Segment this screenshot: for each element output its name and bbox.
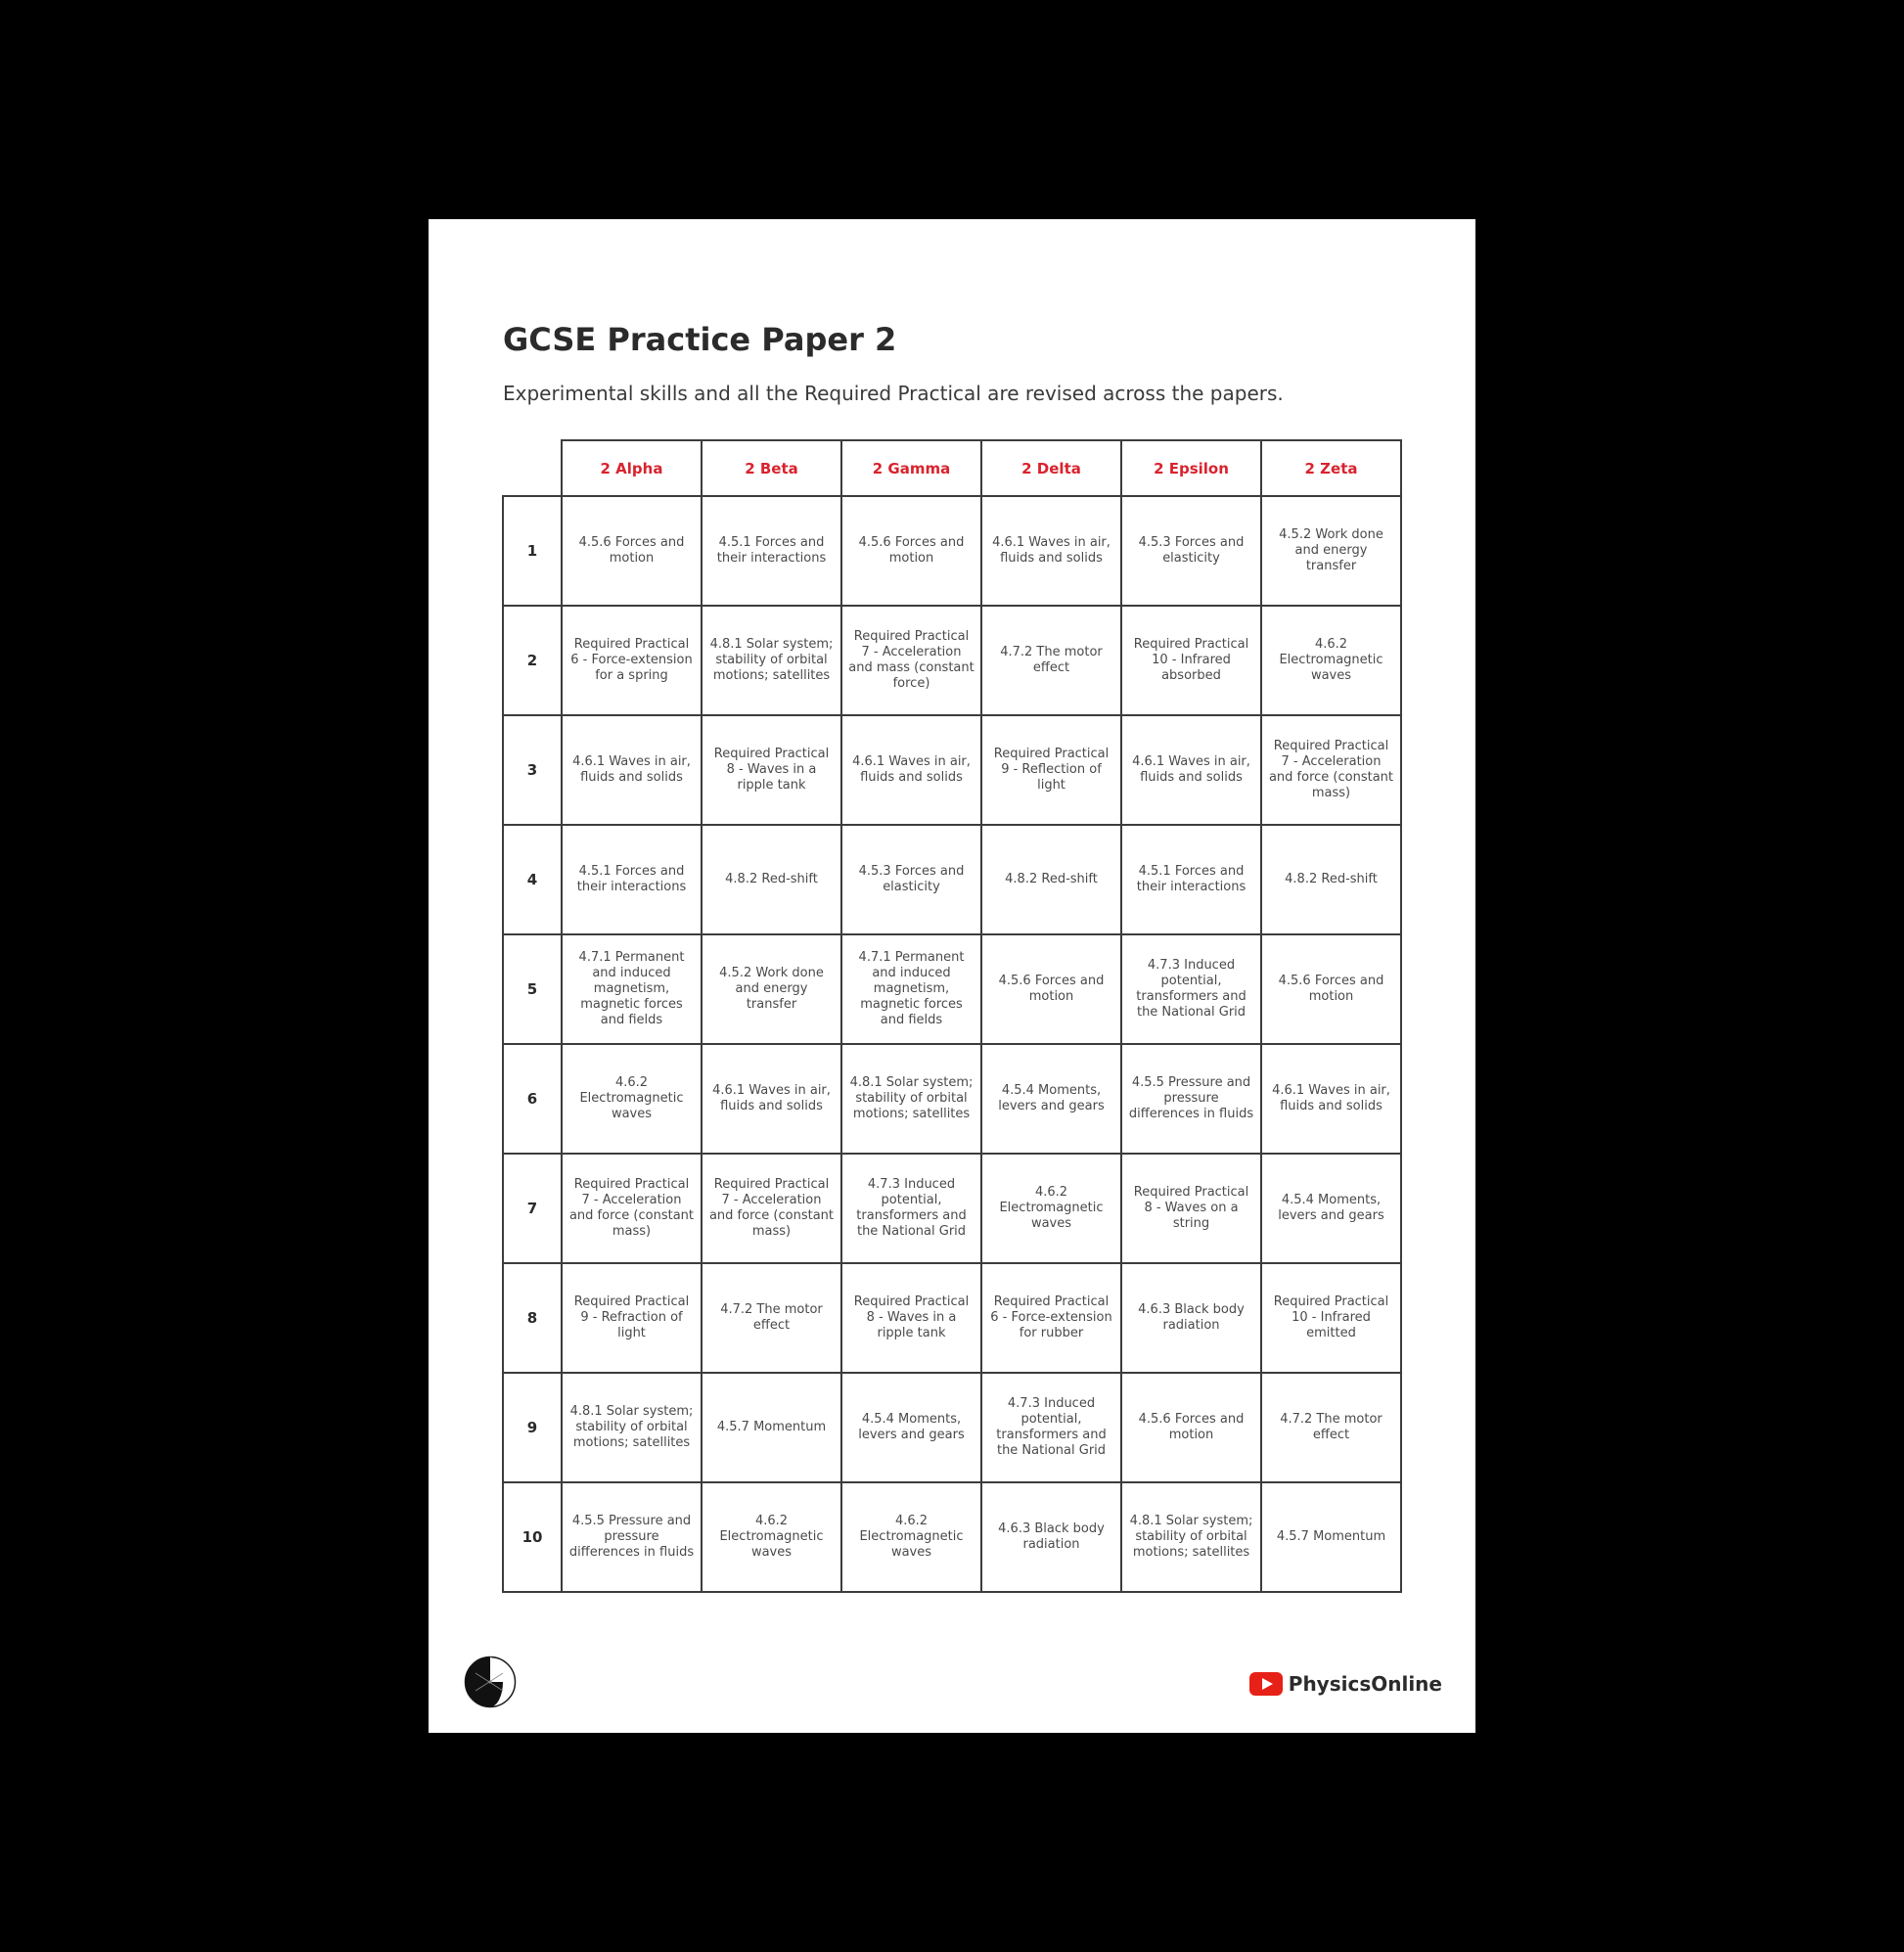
row-number: 7 — [503, 1154, 562, 1263]
table-cell: 4.5.4 Moments, levers and gears — [981, 1044, 1121, 1154]
table-cell: 4.6.2 Electromagnetic waves — [1261, 606, 1401, 715]
row-number: 2 — [503, 606, 562, 715]
table-cell: 4.7.3 Induced potential, transformers and the National Grid — [981, 1373, 1121, 1482]
table-cell: 4.5.7 Momentum — [702, 1373, 841, 1482]
table-row — [503, 715, 1401, 825]
table-cell: Required Practical 8 - Waves in a ripple tank — [702, 715, 841, 825]
table-cell: 4.5.3 Forces and elasticity — [1121, 496, 1261, 606]
row-number: 3 — [503, 715, 562, 825]
table-cell: Required Practical 9 - Refraction of light — [562, 1263, 702, 1373]
column-header: 2 Gamma — [841, 440, 981, 496]
table-row — [503, 606, 1401, 715]
table-cell: 4.6.2 Electromagnetic waves — [562, 1044, 702, 1154]
table-cell: 4.5.7 Momentum — [1261, 1482, 1401, 1592]
table-cell: 4.7.2 The motor effect — [981, 606, 1121, 715]
youtube-play-icon — [1249, 1672, 1283, 1696]
table-cell: Required Practical 8 - Waves in a ripple tank — [841, 1263, 981, 1373]
table-cell: 4.7.1 Permanent and induced magnetism, magnetic forces and fields — [841, 934, 981, 1044]
page-title: GCSE Practice Paper 2 — [503, 321, 897, 358]
table-cell: 4.7.3 Induced potential, transformers and the National Grid — [841, 1154, 981, 1263]
table-cell: 4.8.1 Solar system; stability of orbital motions; satellites — [702, 606, 841, 715]
row-number: 4 — [503, 825, 562, 934]
table-cell: 4.5.1 Forces and their interactions — [1121, 825, 1261, 934]
brand-label: PhysicsOnline — [1288, 1672, 1442, 1696]
table-cell: 4.5.4 Moments, levers and gears — [1261, 1154, 1401, 1263]
table-cell: Required Practical 6 - Force-extension for rubber — [981, 1263, 1121, 1373]
table-cell: 4.5.4 Moments, levers and gears — [841, 1373, 981, 1482]
table-row — [503, 1154, 1401, 1263]
table-cell: 4.7.3 Induced potential, transformers and the National Grid — [1121, 934, 1261, 1044]
table-cell: Required Practical 7 - Acceleration and mass (constant force) — [841, 606, 981, 715]
table-row — [503, 934, 1401, 1044]
table-cell: 4.7.2 The motor effect — [702, 1263, 841, 1373]
row-number: 9 — [503, 1373, 562, 1482]
table-cell: 4.6.1 Waves in air, fluids and solids — [562, 715, 702, 825]
table-header-row — [503, 440, 1401, 496]
table-cell: Required Practical 7 - Acceleration and force (constant mass) — [1261, 715, 1401, 825]
table-cell: 4.5.6 Forces and motion — [981, 934, 1121, 1044]
table-cell: Required Practical 6 - Force-extension for a spring — [562, 606, 702, 715]
column-header: 2 Beta — [702, 440, 841, 496]
table-cell: 4.6.1 Waves in air, fluids and solids — [702, 1044, 841, 1154]
table-cell: 4.8.2 Red-shift — [1261, 825, 1401, 934]
column-header: 2 Zeta — [1261, 440, 1401, 496]
table-cell: 4.5.6 Forces and motion — [1261, 934, 1401, 1044]
table-cell: 4.5.1 Forces and their interactions — [562, 825, 702, 934]
table-cell: 4.6.3 Black body radiation — [981, 1482, 1121, 1592]
column-header: 2 Alpha — [562, 440, 702, 496]
table-cell: Required Practical 8 - Waves on a string — [1121, 1154, 1261, 1263]
table-cell: 4.8.2 Red-shift — [981, 825, 1121, 934]
table-row — [503, 825, 1401, 934]
table-cell: 4.7.2 The motor effect — [1261, 1373, 1401, 1482]
table-cell: 4.6.2 Electromagnetic waves — [841, 1482, 981, 1592]
table-cell: 4.8.1 Solar system; stability of orbital motions; satellites — [1121, 1482, 1261, 1592]
column-header: 2 Delta — [981, 440, 1121, 496]
table-row — [503, 496, 1401, 606]
brand-mark — [1249, 1671, 1442, 1697]
table-row — [503, 1044, 1401, 1154]
row-number: 1 — [503, 496, 562, 606]
table-body — [503, 496, 1401, 1592]
table-row — [503, 1263, 1401, 1373]
table-cell: 4.6.2 Electromagnetic waves — [981, 1154, 1121, 1263]
table-cell: 4.6.1 Waves in air, fluids and solids — [1261, 1044, 1401, 1154]
table-cell: 4.8.1 Solar system; stability of orbital motions; satellites — [841, 1044, 981, 1154]
table-cell: 4.6.1 Waves in air, fluids and solids — [1121, 715, 1261, 825]
table-cell: 4.5.5 Pressure and pressure differences in fluids — [1121, 1044, 1261, 1154]
table-cell: Required Practical 9 - Reflection of light — [981, 715, 1121, 825]
table-cell: 4.6.1 Waves in air, fluids and solids — [981, 496, 1121, 606]
table-cell: Required Practical 7 - Acceleration and force (constant mass) — [562, 1154, 702, 1263]
circle-logo-icon — [464, 1656, 517, 1708]
table-cell: 4.5.6 Forces and motion — [1121, 1373, 1261, 1482]
table-cell: 4.5.1 Forces and their interactions — [702, 496, 841, 606]
table-cell: 4.5.2 Work done and energy transfer — [702, 934, 841, 1044]
table-cell: 4.6.1 Waves in air, fluids and solids — [841, 715, 981, 825]
column-header: 2 Epsilon — [1121, 440, 1261, 496]
table-cell: 4.5.5 Pressure and pressure differences in fluids — [562, 1482, 702, 1592]
table-row — [503, 1482, 1401, 1592]
row-number: 8 — [503, 1263, 562, 1373]
table-cell: 4.5.2 Work done and energy transfer — [1261, 496, 1401, 606]
table-corner-cell — [503, 440, 562, 496]
row-number: 6 — [503, 1044, 562, 1154]
document-page — [429, 219, 1475, 1733]
table-cell: Required Practical 10 - Infrared absorbed — [1121, 606, 1261, 715]
row-number: 10 — [503, 1482, 562, 1592]
topic-table — [502, 439, 1402, 1593]
row-number: 5 — [503, 934, 562, 1044]
table-cell: 4.5.6 Forces and motion — [562, 496, 702, 606]
table-cell: Required Practical 7 - Acceleration and force (constant mass) — [702, 1154, 841, 1263]
page-subtitle: Experimental skills and all the Required Practical are revised across the papers. — [503, 382, 1284, 405]
table-cell: 4.8.1 Solar system; stability of orbital motions; satellites — [562, 1373, 702, 1482]
table-row — [503, 1373, 1401, 1482]
table-cell: 4.6.2 Electromagnetic waves — [702, 1482, 841, 1592]
table-cell: 4.5.3 Forces and elasticity — [841, 825, 981, 934]
table-cell: 4.5.6 Forces and motion — [841, 496, 981, 606]
table-cell: 4.8.2 Red-shift — [702, 825, 841, 934]
table-cell: 4.6.3 Black body radiation — [1121, 1263, 1261, 1373]
table-cell: 4.7.1 Permanent and induced magnetism, magnetic forces and fields — [562, 934, 702, 1044]
table-cell: Required Practical 10 - Infrared emitted — [1261, 1263, 1401, 1373]
